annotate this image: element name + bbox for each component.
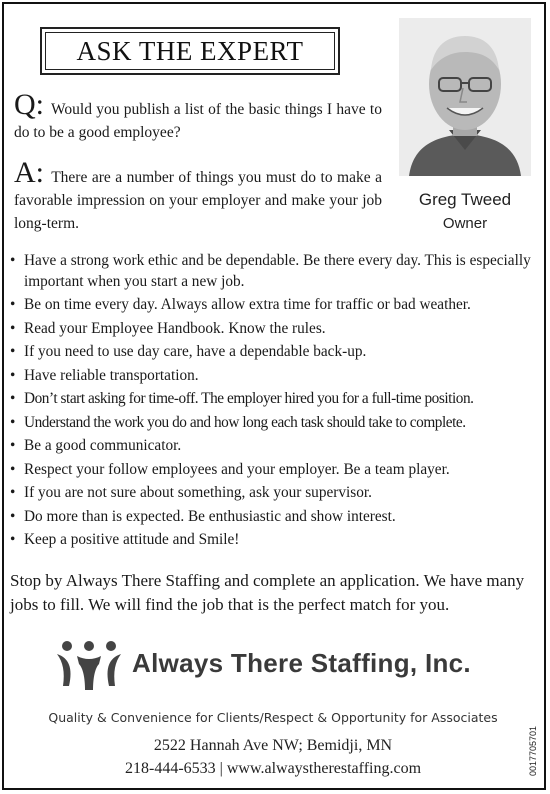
bullet-icon: • (10, 296, 16, 313)
tip-text: If you need to use day care, have a dependable back-up. (24, 343, 367, 360)
answer-text: There are a number of things you must do to make a favorable impression on your employer and make your job long-term. (14, 169, 382, 232)
tip-text: Understand the work you do and how long each task should take to complete. (24, 413, 466, 431)
answer-block (14, 156, 382, 235)
tip-text: Be a good communicator. (24, 437, 182, 454)
tip-text: Have a strong work ethic and be dependable. Be there every day. This is especially important when you start a new job. (24, 252, 531, 290)
answer-label: A: (14, 156, 44, 189)
bullet-icon: • (10, 343, 16, 360)
bullet-icon: • (10, 319, 16, 337)
closing-paragraph: Stop by Always There Staffing and complete an application. We have many jobs to fill. We will find the job that is the perfect match for you. (10, 571, 525, 614)
bullet-icon: • (10, 437, 16, 454)
tip-text: If you are not sure about something, ask your supervisor. (24, 484, 372, 501)
company-name: Always There Staffing, Inc. (132, 648, 471, 678)
list-item (10, 507, 534, 528)
expert-name: Greg Tweed (418, 190, 512, 209)
tips-list (10, 251, 534, 554)
bullet-icon: • (10, 531, 16, 548)
expert-role: Owner (442, 215, 488, 232)
question-block (14, 88, 382, 144)
tip-text: Don’t start asking for time-off. The employer hired you for a full-time position. (24, 390, 474, 407)
bullet-icon: • (10, 507, 16, 525)
company-contact: 218-444-6533 | www.alwaystherestaffing.com (124, 760, 422, 777)
company-tagline: Quality & Convenience for Clients/Respect & Opportunity for Associates (48, 710, 498, 725)
tip-text: Read your Employee Handbook. Know the rules. (24, 319, 326, 337)
tip-text: Be on time every day. Always allow extra time for traffic or bad weather. (24, 296, 471, 313)
tip-text: Keep a positive attitude and Smile! (24, 531, 240, 548)
list-item (10, 483, 534, 504)
list-item (10, 530, 534, 551)
header-title: ASK THE EXPERT (76, 35, 304, 66)
company-address: 2522 Hannah Ave NW; Bemidji, MN (153, 737, 393, 754)
bullet-icon: • (10, 252, 16, 269)
header-banner (40, 27, 340, 75)
bullet-icon: • (10, 390, 15, 407)
list-item (10, 389, 534, 410)
tip-text: Have reliable transportation. (24, 366, 199, 384)
bullet-icon: • (10, 366, 16, 384)
tip-text: Do more than is expected. Be enthusiastic and show interest. (24, 507, 396, 525)
list-item (10, 436, 534, 457)
list-item (10, 319, 534, 340)
question-label: Q: (14, 88, 44, 121)
bullet-icon: • (10, 460, 16, 478)
list-item (10, 251, 534, 292)
bullet-icon: • (10, 484, 16, 501)
list-item (10, 460, 534, 481)
expert-photo (399, 18, 531, 176)
bullet-icon: • (10, 413, 15, 431)
list-item (10, 342, 534, 363)
list-item (10, 366, 534, 387)
company-logo-icon (55, 638, 123, 694)
tip-text: Respect your follow employees and your employer. Be a team player. (24, 460, 450, 478)
list-item (10, 295, 534, 316)
list-item (10, 413, 534, 434)
question-text: Would you publish a list of the basic things I have to do to be a good employee? (14, 101, 382, 141)
ad-id-number: 0017705701 (528, 725, 538, 776)
